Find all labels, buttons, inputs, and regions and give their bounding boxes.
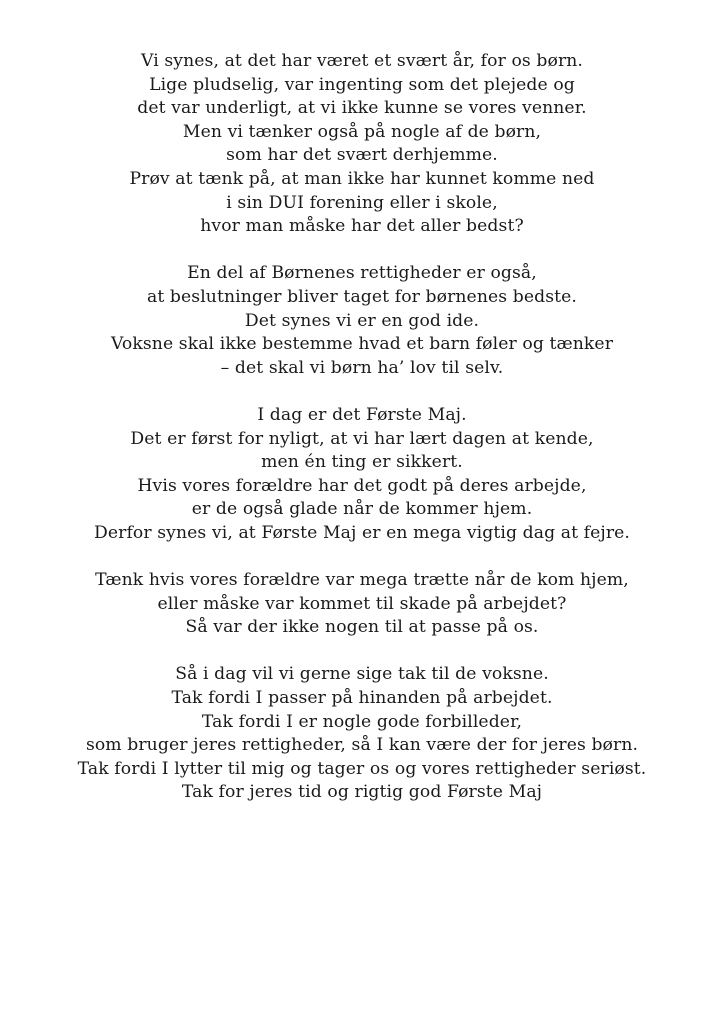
text-line: men én ting er sikkert. <box>261 452 463 473</box>
stanza-2 <box>40 262 684 380</box>
text-line: En del af Børnenes rettigheder er også, <box>187 263 537 284</box>
text-line: Tak fordi I lytter til mig og tager os og vores rettigheder seriøst. <box>77 758 647 779</box>
text-line: Lige pludselig, var ingenting som det plejede og <box>149 74 575 95</box>
text-line: er de også glade når de kommer hjem. <box>191 499 533 520</box>
stanza-4 <box>40 569 684 640</box>
text-line: Så i dag vil vi gerne sige tak til de voksne. <box>175 664 549 685</box>
text-line: I dag er det Første Maj. <box>257 404 467 425</box>
text-line: Hvis vores forældre har det godt på deres arbejde, <box>137 475 587 496</box>
text-line: eller måske var kommet til skade på arbejdet? <box>157 593 567 614</box>
text-line: i sin DUI forening eller i skole, <box>226 192 498 213</box>
text-line: som har det svært derhjemme. <box>226 145 498 166</box>
text-line: Tak for jeres tid og rigtig god Første Maj <box>181 782 543 803</box>
text-line: hvor man måske har det aller bedst? <box>200 216 524 237</box>
text-line: Prøv at tænk på, at man ikke har kunnet komme ned <box>129 168 595 189</box>
text-line: det var underligt, at vi ikke kunne se vores venner. <box>137 98 587 119</box>
text-line: Tak fordi I er nogle gode forbilleder, <box>201 711 523 732</box>
text-line: som bruger jeres rettigheder, så I kan være der for jeres børn. <box>85 735 639 756</box>
text-line: Det synes vi er en god ide. <box>244 310 480 331</box>
stanza-1 <box>40 50 684 239</box>
text-line: Vi synes, at det har været et svært år, for os børn. <box>140 51 583 71</box>
text-line: – det skal vi børn ha’ lov til selv. <box>220 357 504 378</box>
text-line: Derfor synes vi, at Første Maj er en mega vigtig dag at fejre. <box>94 522 630 543</box>
text-line: Voksne skal ikke bestemme hvad et barn føler og tænker <box>110 334 614 355</box>
text-line: Men vi tænker også på nogle af de børn, <box>182 121 542 142</box>
text-line: Tak fordi I passer på hinanden på arbejdet. <box>171 688 553 709</box>
speech-text <box>40 50 684 829</box>
stanza-3 <box>40 404 684 546</box>
stanza-5 <box>40 663 684 805</box>
text-line: Tænk hvis vores forældre var mega trætte når de kom hjem, <box>95 570 629 591</box>
text-line: Så var der ikke nogen til at passe på os. <box>185 617 539 638</box>
text-line: Det er først for nyligt, at vi har lært dagen at kende, <box>130 428 594 449</box>
text-line: at beslutninger bliver taget for børnenes bedste. <box>147 286 577 307</box>
